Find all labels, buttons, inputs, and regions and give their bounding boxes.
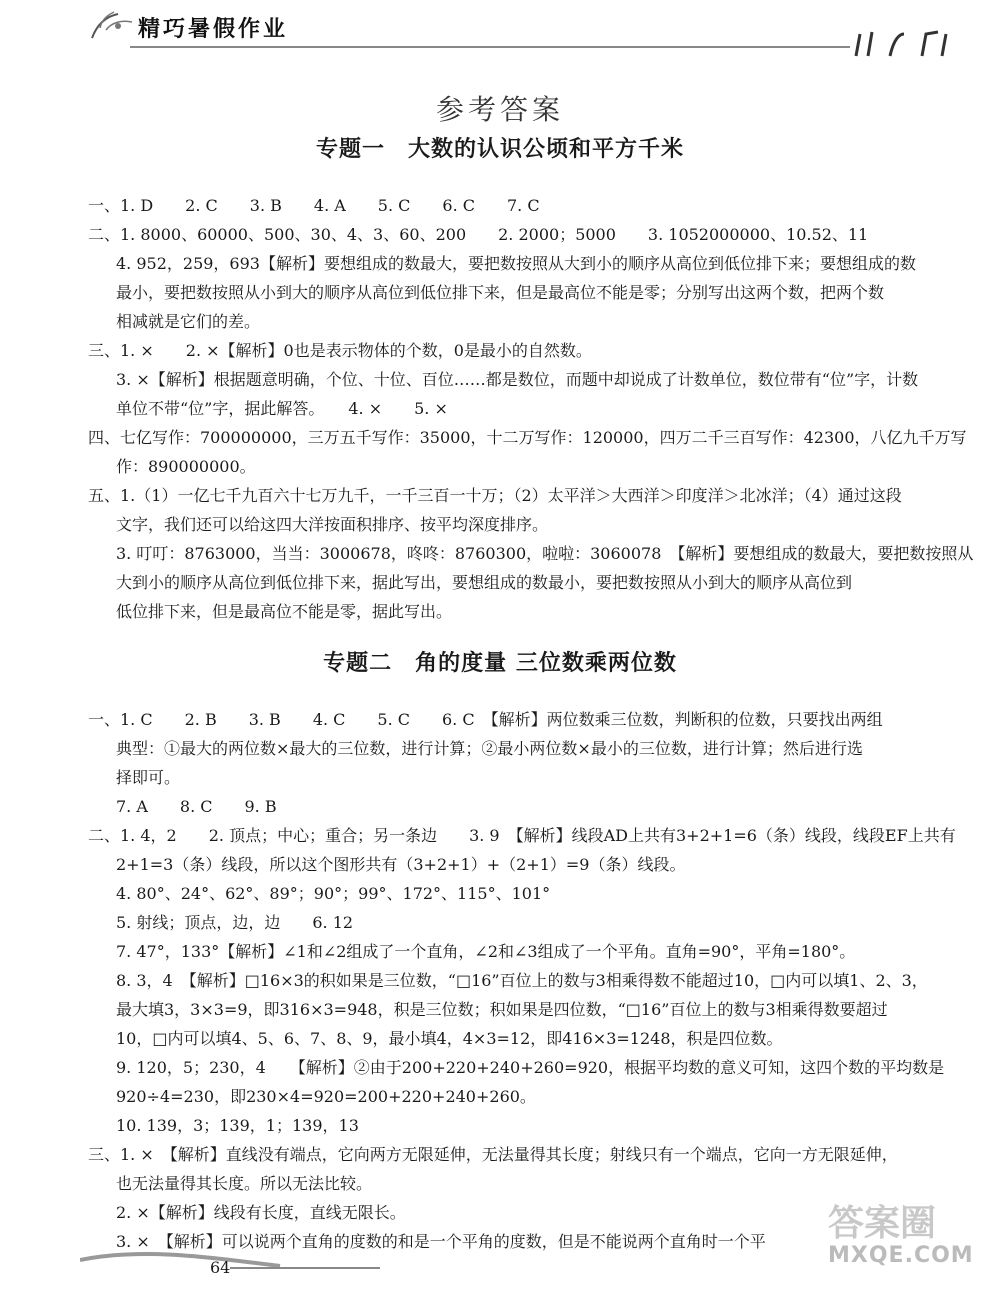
section-title-2: 专题二 角的度量 三位数乘两位数 xyxy=(323,651,677,676)
answer-line: 五、1.（1）一亿七千九百六十七万九千，一千三百一十万；（2）太平洋＞大西洋＞印度洋＞北冰洋；（4）通过这段 xyxy=(88,486,902,505)
answer-line: 最大填3，3×3=9，即316×3=948，积是三位数；积如果是四位数，“□16”百位上的数与3相乘得数要超过 xyxy=(116,1000,888,1019)
answer-line: 10. 139，3；139，1；139，13 xyxy=(116,1116,359,1135)
answer-line: 一、1. D 2. C 3. B 4. A 5. C 6. C 7. C xyxy=(88,196,540,215)
answer-line: 三、1. × 【解析】直线没有端点，它向两方无限延伸，无法量得其长度；射线只有一个端点，它向一方无限延伸， xyxy=(88,1145,898,1164)
answer-line: 3. ×【解析】根据题意明确，个位、十位、百位……都是数位，而题中却说成了计数单位，数位带有“位”字，计数 xyxy=(116,370,919,389)
answer-line: 3. 叮叮：8763000，当当：3000678，咚咚：8760300，啦啦：3060078 【解析】要想组成的数最大，要把数按照从 xyxy=(116,544,974,563)
page-number: 64 xyxy=(210,1258,231,1277)
answer-line: 一、1. C 2. B 3. B 4. C 5. C 6. C 【解析】两位数乘三位数，判断积的位数，只要找出两组 xyxy=(88,710,883,729)
answer-line: 二、1. 4，2 2. 顶点；中心；重合；另一条边 3. 9 【解析】线段AD上共有3+2+1=6（条）线段，线段EF上共有 xyxy=(88,826,956,845)
section-title-1: 专题一 大数的认识公顷和平方千米 xyxy=(315,137,684,162)
answer-line: 5. 射线；顶点，边，边 6. 12 xyxy=(116,913,354,932)
answer-line: 单位不带“位”字，据此解答。 4. × 5. × xyxy=(116,399,448,418)
header-corner-decoration xyxy=(850,28,960,60)
answer-line: 8. 3，4 【解析】□16×3的积如果是三位数，“□16”百位上的数与3相乘得数不能超过10，□内可以填1、2、3， xyxy=(116,971,928,990)
answer-line: 大到小的顺序从高位到低位排下来，据此写出，要想组成的数最小，要把数按照从小到大的顺序从高位到 xyxy=(116,573,853,592)
answer-line: 相减就是它们的差。 xyxy=(116,312,261,331)
answer-line: 作：890000000。 xyxy=(116,457,256,476)
page-header xyxy=(0,0,1000,70)
answer-line: 择即可。 xyxy=(116,768,181,787)
answers-heading: 参考答案 xyxy=(435,93,564,126)
answer-line: 9. 120，5；230，4 【解析】②由于200+220+240+260=920，根据平均数的意义可知，这四个数的平均数是 xyxy=(116,1058,945,1077)
answer-line: 三、1. × 2. ×【解析】0也是表示物体的个数，0是最小的自然数。 xyxy=(88,341,592,360)
answer-line: 也无法量得其长度。所以无法比较。 xyxy=(116,1174,373,1193)
answer-line: 最小，要把数按照从小到大的顺序从高位到低位排下来，但是最高位不能是零；分别写出这两个数，把两个数 xyxy=(116,283,885,302)
header-divider xyxy=(130,46,850,48)
answer-line: 2+1=3（条）线段，所以这个图形共有（3+2+1）+（2+1）=9（条）线段。 xyxy=(116,855,686,874)
answer-line: 文字，我们还可以给这四大洋按面积排序、按平均深度排序。 xyxy=(116,515,549,534)
leaf-ornament-icon xyxy=(88,8,136,44)
header-title: 精巧暑假作业 xyxy=(138,17,289,42)
watermark xyxy=(788,1195,988,1285)
answer-line: 4. 80°、24°、62°、89°；90°；99°、172°、115°、101° xyxy=(116,884,551,903)
answer-line: 低位排下来，但是最高位不能是零，据此写出。 xyxy=(116,602,453,621)
answer-line: 7. 47°，133°【解析】∠1和∠2组成了一个直角，∠2和∠3组成了一个平角。直角=90°，平角=180°。 xyxy=(116,942,856,961)
watermark-logo: 答案圈 xyxy=(828,1203,937,1244)
answer-line: 7. A 8. C 9. B xyxy=(116,797,277,816)
answer-line: 典型：①最大的两位数×最大的三位数，进行计算；②最小两位数×最小的三位数，进行计算；然后进行选 xyxy=(116,739,863,758)
answer-line: 10，□内可以填4、5、6、7、8、9，最小填4，4×3=12，即416×3=1248，积是四位数。 xyxy=(116,1029,783,1048)
answer-line: 4. 952，259，693【解析】要想组成的数最大，要把数按照从大到小的顺序从高位到低位排下来；要想组成的数 xyxy=(116,254,916,273)
answer-line: 920÷4=230，即230×4=920=200+220+240+260。 xyxy=(116,1087,536,1106)
watermark-text: MXQE.COM xyxy=(828,1243,974,1268)
answer-line: 二、1. 8000、60000、500、30、4、3、60、200 2. 2000；5000 3. 1052000000、10.52、11 xyxy=(88,225,869,244)
answer-line: 四、七亿写作：700000000，三万五千写作：35000，十二万写作：120000，四万二千三百写作：42300，八亿九千万写 xyxy=(88,428,967,447)
answer-line: 2. ×【解析】线段有长度，直线无限长。 xyxy=(116,1203,406,1222)
answer-line: 3. × 【解析】可以说两个直角的度数的和是一个平角的度数，但是不能说两个直角时一个平 xyxy=(116,1232,766,1251)
